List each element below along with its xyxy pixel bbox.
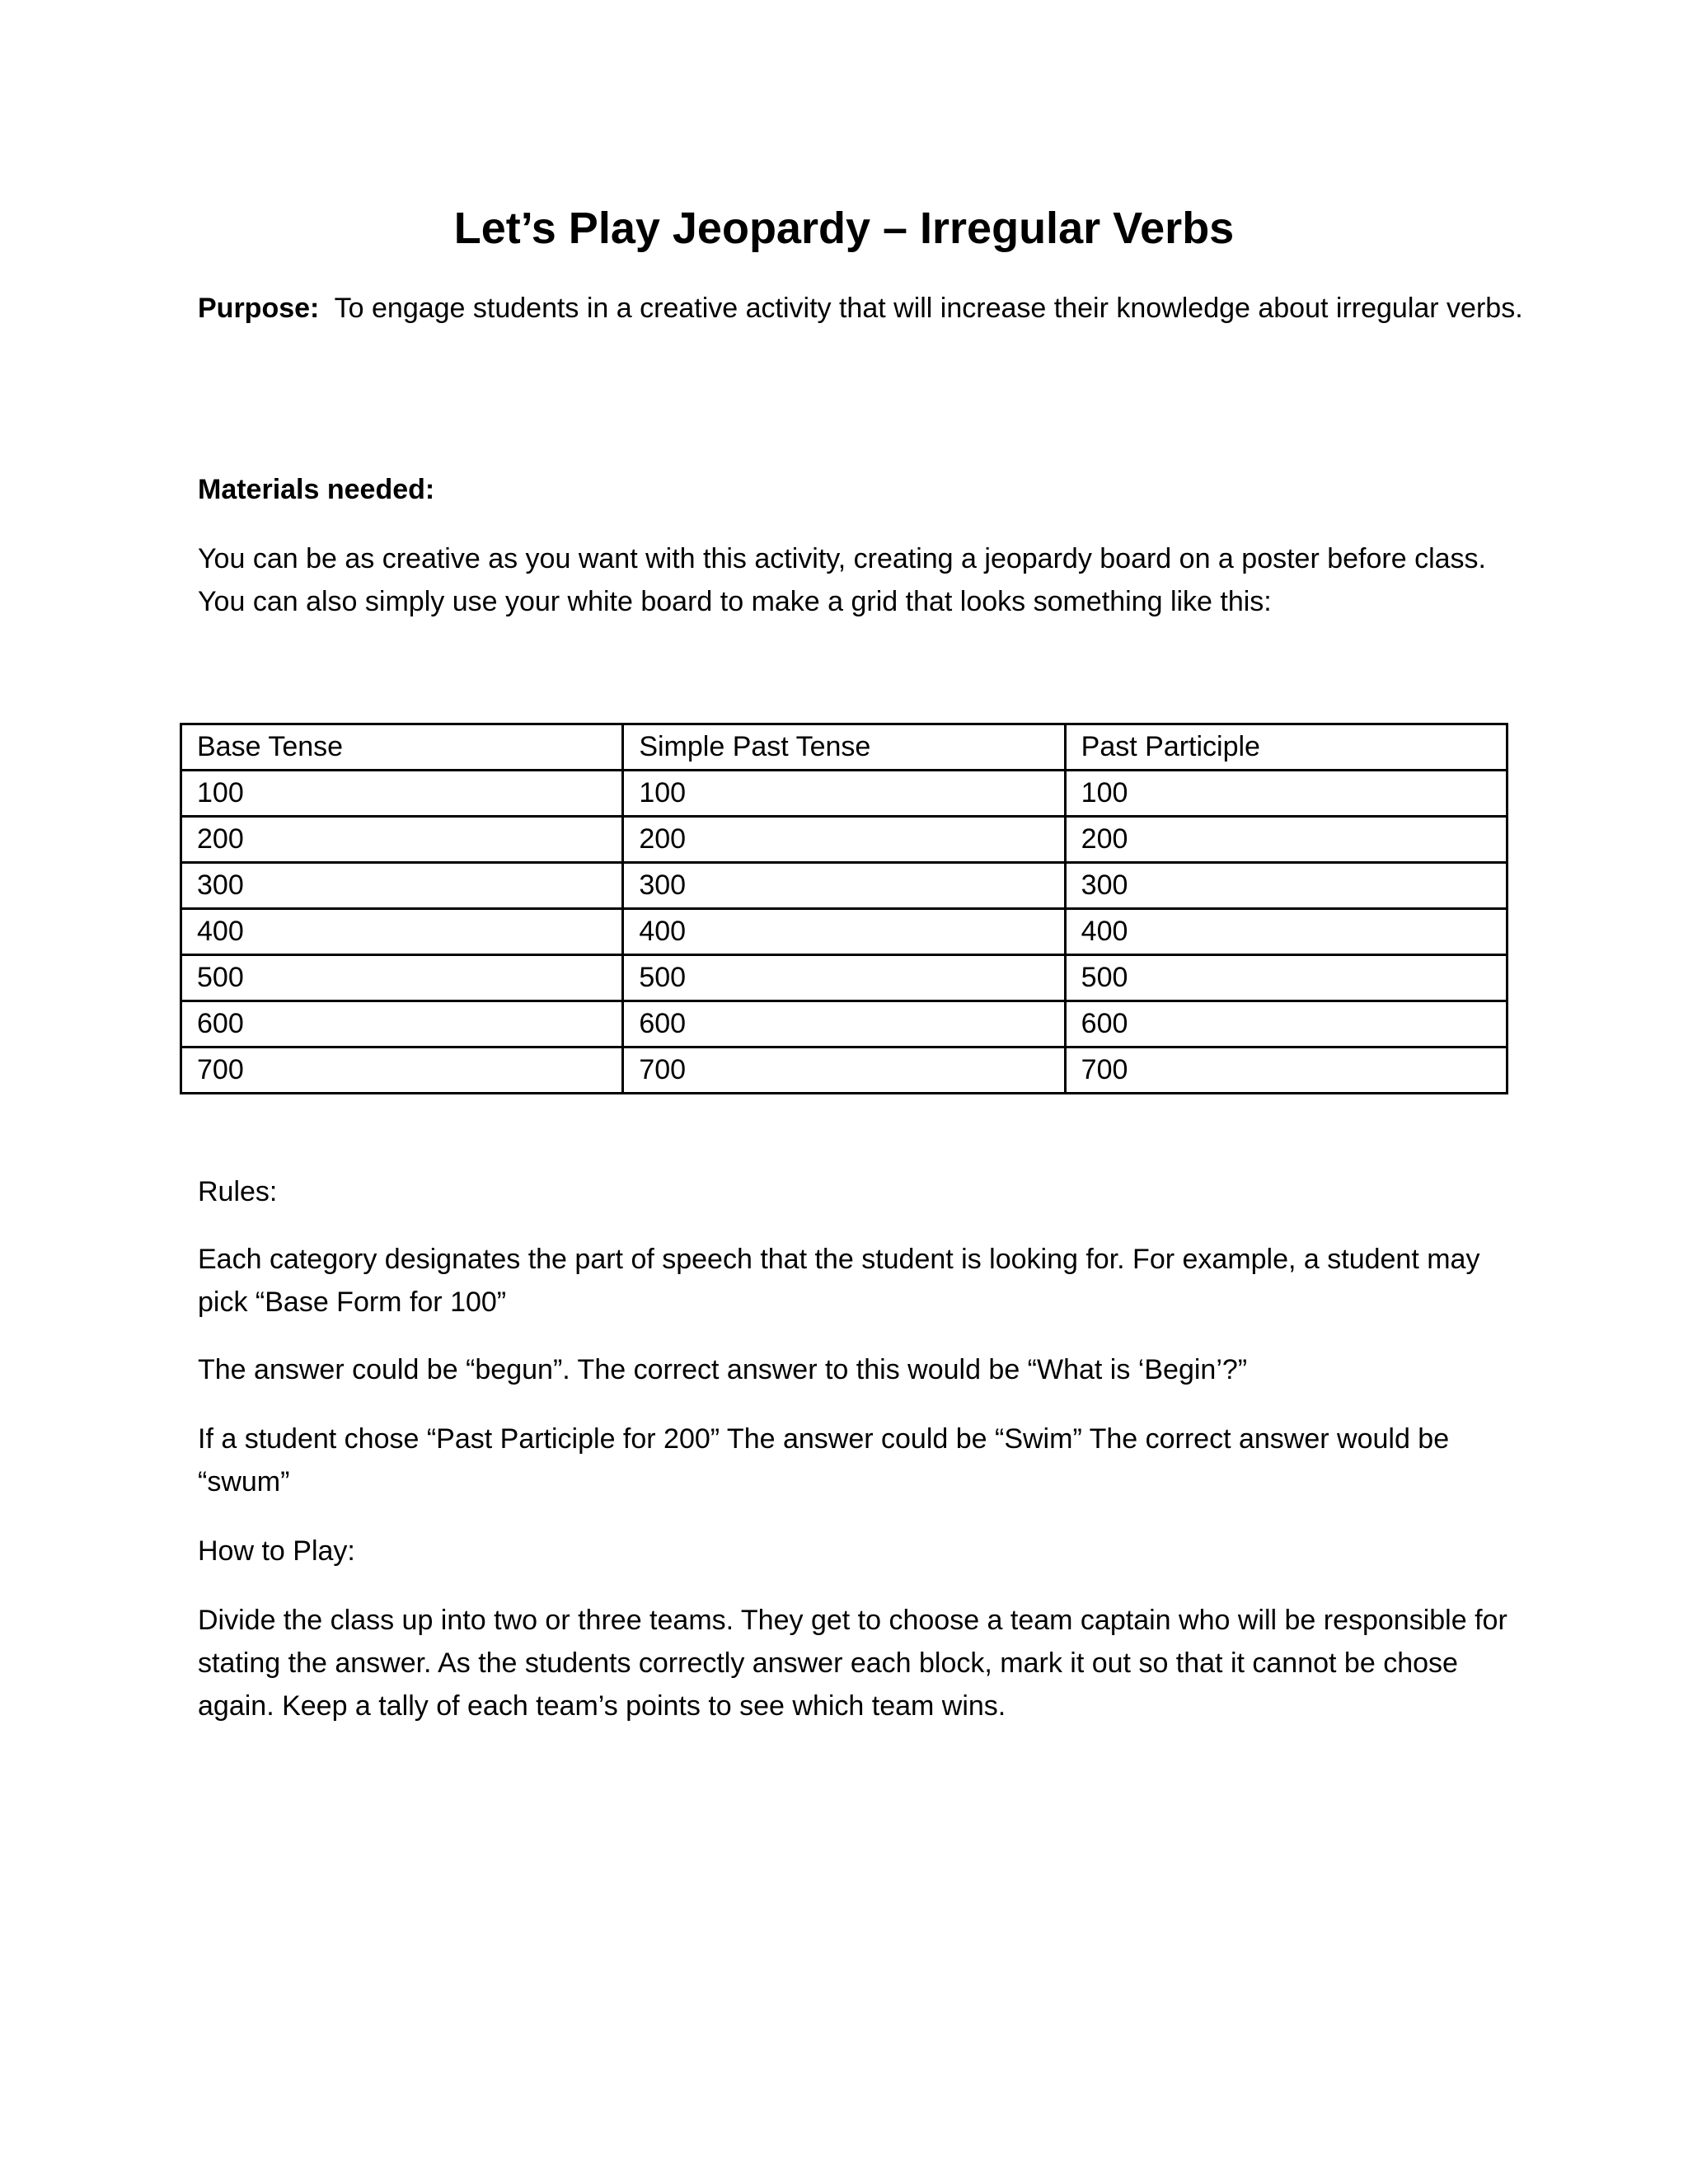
table-cell: 400 [181,909,623,955]
purpose-paragraph [198,287,1533,330]
table-row [181,771,1507,817]
table-cell: 300 [1065,863,1507,909]
table-cell: 300 [181,863,623,909]
table-cell: 400 [1065,909,1507,955]
table-row [181,817,1507,863]
table-row [181,863,1507,909]
column-header-simple-past-tense: Simple Past Tense [623,724,1065,771]
purpose-label: Purpose: [198,293,320,324]
table-header-row [181,724,1507,771]
how-to-play-paragraph: Divide the class up into two or three teams. They get to choose a team captain who will be responsible for stating the answer. As the students correctly answer each block, mark it out so that it cannot be chose again. Keep a tally of each team’s points to see which team wins. [198,1605,1507,1722]
table-cell: 600 [181,1001,623,1047]
table-cell: 300 [623,863,1065,909]
table-cell: 400 [623,909,1065,955]
table-cell: 700 [1065,1047,1507,1094]
table-row [181,1047,1507,1094]
table-cell: 700 [181,1047,623,1094]
page-title: Let’s Play Jeopardy – Irregular Verbs [453,204,1235,253]
rules-paragraph-1: Each category designates the part of speech that the student is looking for. For example, a student may pick “Base Form for 100” [198,1244,1480,1318]
rules-paragraph-3: If a student chose “Past Participle for 200” The answer could be “Swim” The correct answer would be “swum” [198,1423,1450,1497]
column-header-past-participle: Past Participle [1065,724,1507,771]
table-cell: 100 [1065,771,1507,817]
column-header-base-tense: Base Tense [181,724,623,771]
table-cell: 200 [623,817,1065,863]
table-cell: 100 [181,771,623,817]
table-cell: 500 [1065,955,1507,1001]
materials-heading: Materials needed: [198,474,435,505]
table-cell: 500 [623,955,1065,1001]
table-cell: 100 [623,771,1065,817]
purpose-text: To engage students in a creative activity that will increase their knowledge about irregular verbs. [334,293,1523,324]
table-cell: 200 [1065,817,1507,863]
table-cell: 500 [181,955,623,1001]
rules-paragraph-2: The answer could be “begun”. The correct answer to this would be “What is ‘Begin’?” [198,1354,1248,1385]
table-cell: 200 [181,817,623,863]
how-to-play-heading: How to Play: [198,1535,355,1567]
jeopardy-board-table [180,723,1508,1094]
materials-paragraph: You can be as creative as you want with this activity, creating a jeopardy board on a poster before class. You can also simply use your white board to make a grid that looks something like this: [198,543,1486,617]
table-row [181,909,1507,955]
table-cell: 700 [623,1047,1065,1094]
table-row [181,955,1507,1001]
table-row [181,1001,1507,1047]
rules-heading: Rules: [198,1176,278,1207]
table-cell: 600 [1065,1001,1507,1047]
table-cell: 600 [623,1001,1065,1047]
